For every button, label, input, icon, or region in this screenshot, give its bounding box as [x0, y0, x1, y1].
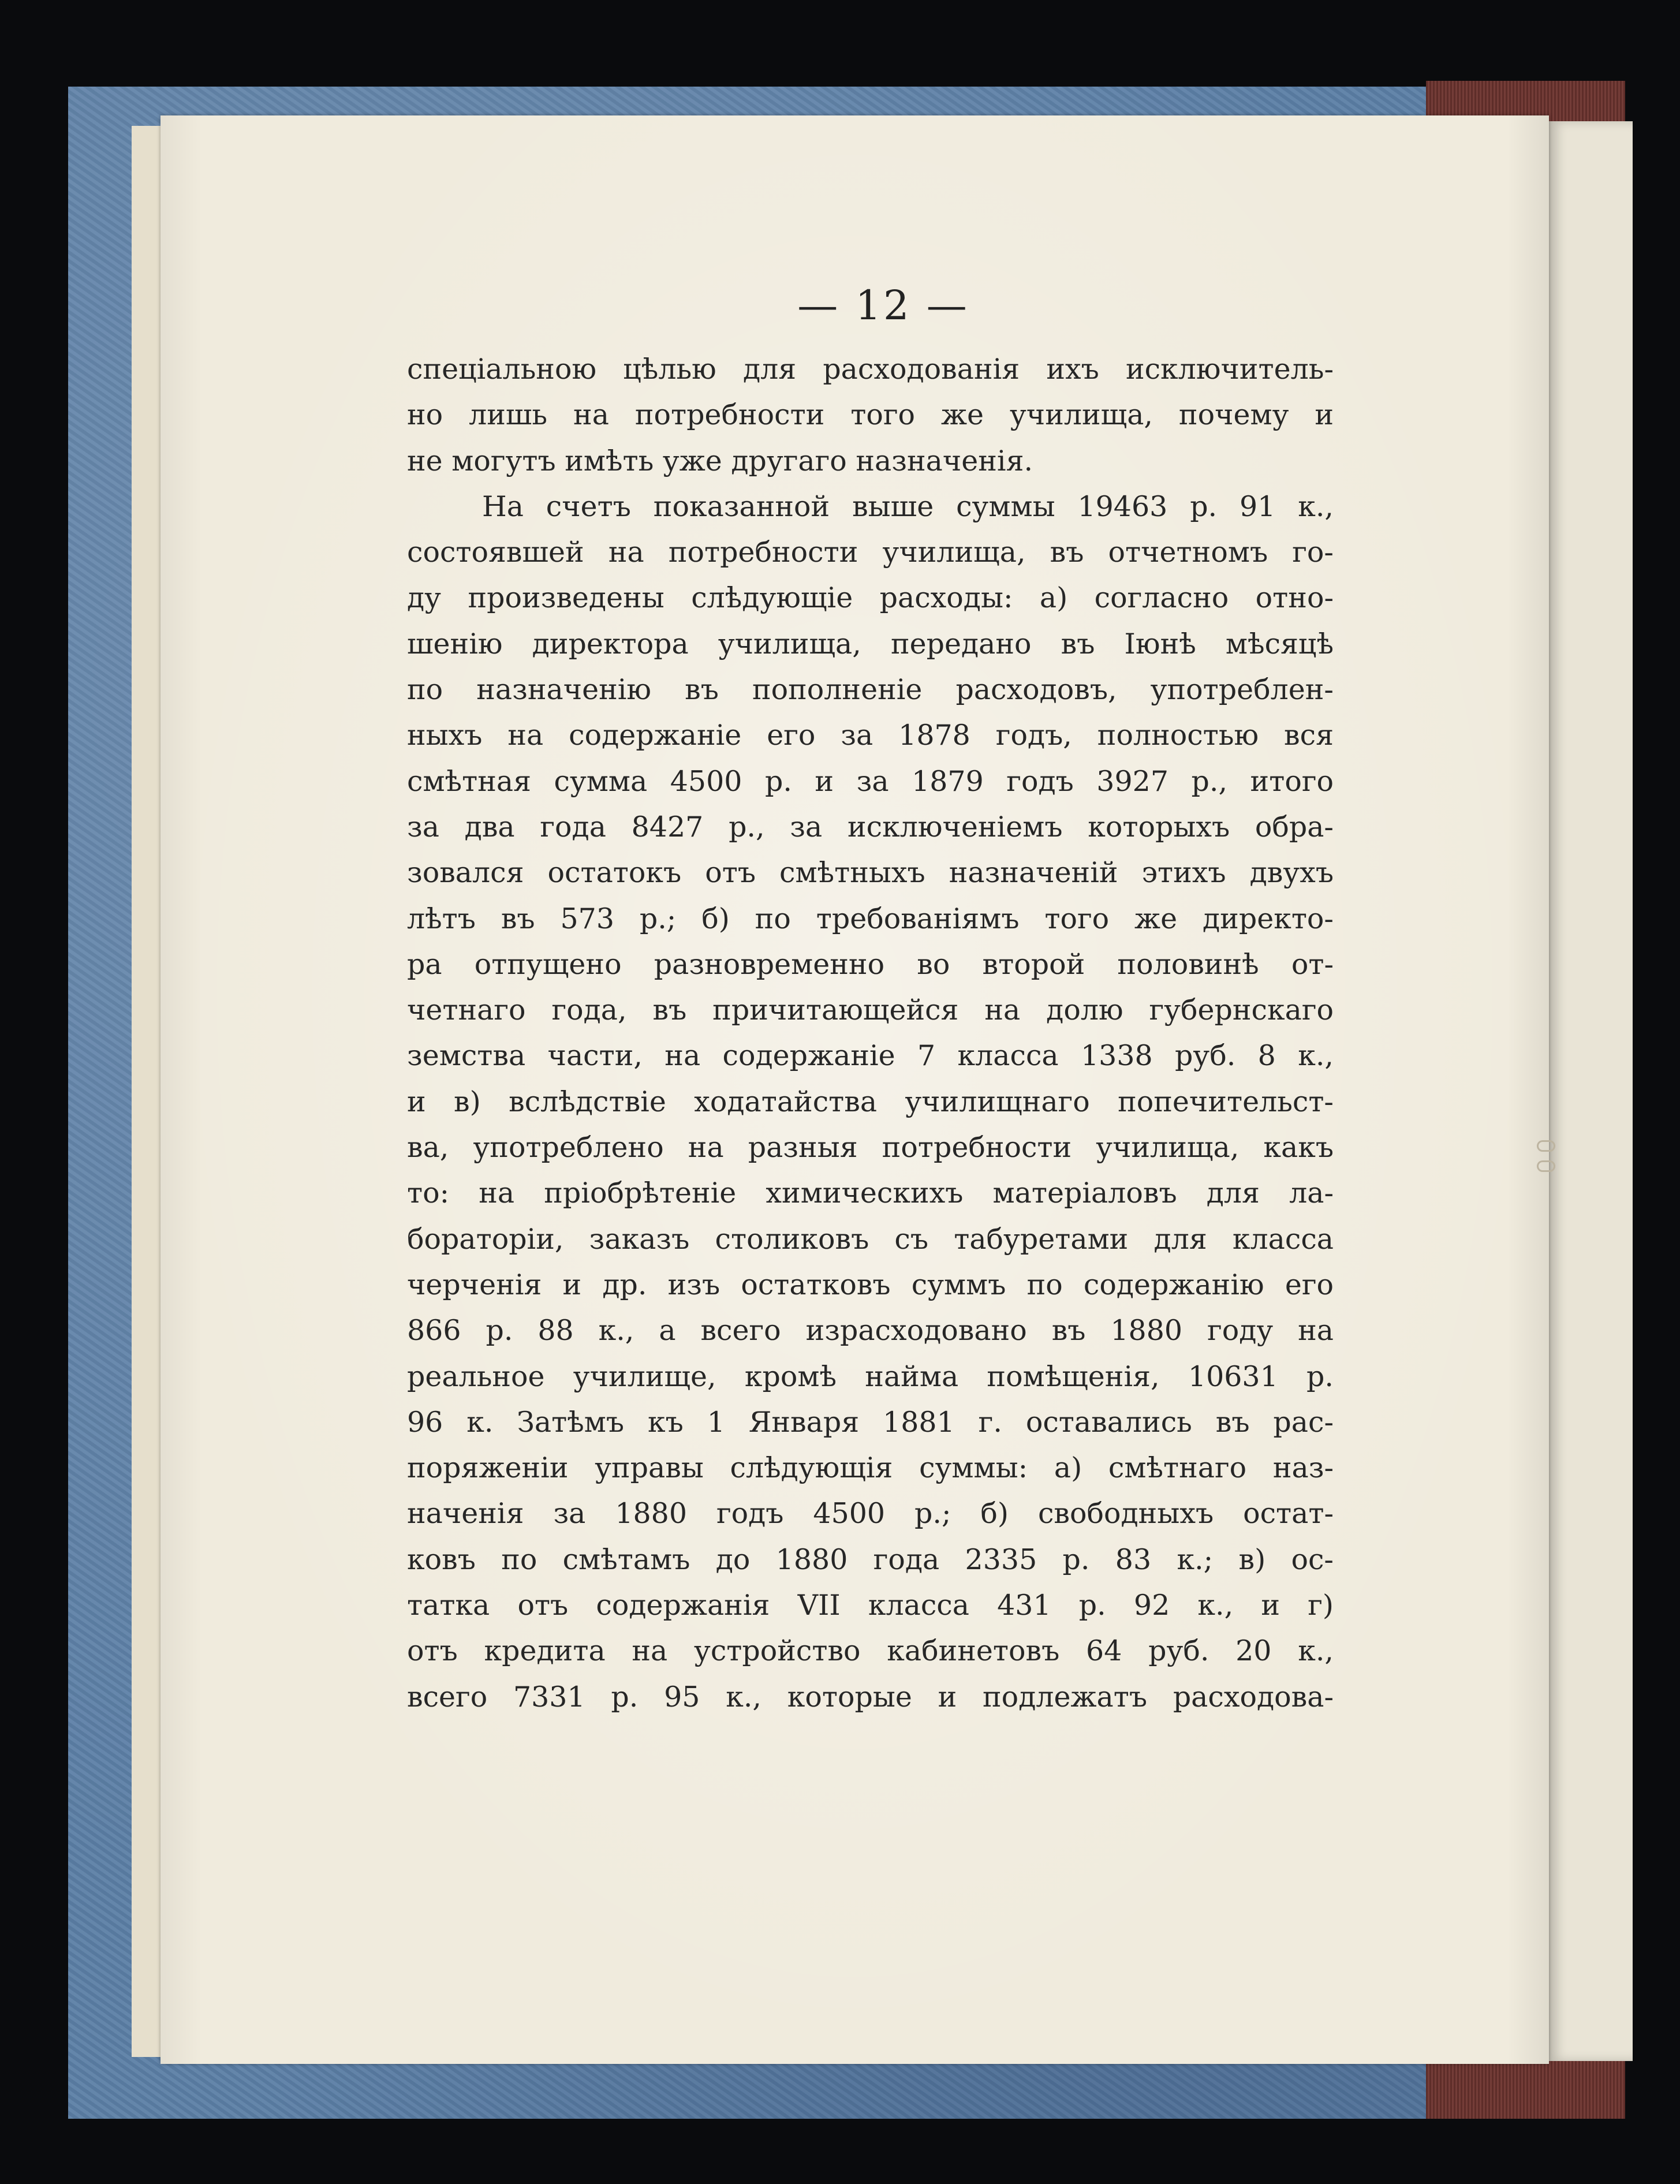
next-page-edge	[1549, 121, 1633, 2061]
text-line: шенію директора училища, передано въ Іюнѣ мѣсяцѣ	[407, 627, 1334, 660]
text-line: всего 7331 р. 95 к., которые и подлежатъ расходова-	[407, 1680, 1334, 1713]
text-line: реальное училище, кромѣ найма помѣщенія, 10631 р.	[407, 1360, 1334, 1393]
text-line: не могутъ имѣть уже другаго назначенія.	[407, 444, 1033, 477]
text-line: ковъ по смѣтамъ до 1880 года 2335 р. 83 к.; в) ос-	[407, 1543, 1334, 1576]
text-line: бораторіи, заказъ столиковъ съ табуретами для класса	[407, 1222, 1334, 1256]
text-line: наченія за 1880 годъ 4500 р.; б) свободныхъ остат-	[407, 1497, 1334, 1530]
text-line: поряженіи управы слѣдующія суммы: а) смѣтнаго наз-	[407, 1451, 1334, 1485]
page-body-text	[407, 346, 1334, 1720]
text-line: земства части, на содержаніе 7 класса 1338 руб. 8 к.,	[407, 1039, 1334, 1073]
text-line: ду произведены слѣдующіе расходы: а) согласно отно-	[407, 581, 1334, 615]
text-line: ныхъ на содержаніе его за 1878 годъ, полностью вся	[407, 719, 1334, 752]
text-line: татка отъ содержанія VII класса 431 р. 92 к., и г)	[407, 1589, 1334, 1622]
text-line: На счетъ показанной выше суммы 19463 р. 91 к.,	[482, 490, 1334, 523]
text-line: лѣтъ въ 573 р.; б) по требованіямъ того же директо-	[407, 902, 1334, 935]
text-line: спеціальною цѣлью для расходованія ихъ исключитель-	[407, 353, 1334, 386]
page-number: — 12 —	[797, 282, 969, 329]
text-line: смѣтная сумма 4500 р. и за 1879 годъ 3927 р., итого	[407, 764, 1334, 798]
text-line: состоявшей на потребности училища, въ отчетномъ го-	[407, 536, 1334, 569]
text-line: черченія и др. изъ остатковъ суммъ по содержанію его	[407, 1268, 1334, 1301]
text-line: четнаго года, въ причитающейся на долю губернскаго	[407, 994, 1334, 1027]
text-line: ва, употреблено на разныя потребности училища, какъ	[407, 1131, 1334, 1164]
text-line: 96 к. Затѣмъ къ 1 Января 1881 г. оставались въ рас-	[407, 1405, 1334, 1439]
binding-thread-mark	[1537, 1140, 1555, 1152]
text-line: за два года 8427 р., за исключеніемъ которыхъ обра-	[407, 810, 1334, 843]
binding-thread-mark	[1537, 1160, 1555, 1172]
text-line: 866 р. 88 к., а всего израсходовано въ 1880 году на	[407, 1314, 1334, 1347]
text-line: ра отпущено разновременно во второй половинѣ от-	[407, 947, 1334, 981]
text-line: и в) вслѣдствіе ходатайства училищнаго попечительст-	[407, 1085, 1334, 1118]
text-line: отъ кредита на устройство кабинетовъ 64 руб. 20 к.,	[407, 1634, 1334, 1668]
text-line: по назначенію въ пополненіе расходовъ, употреблен-	[407, 673, 1334, 707]
text-line: то: на пріобрѣтеніе химическихъ матеріаловъ для ла-	[407, 1177, 1334, 1210]
text-line: зовался остатокъ отъ смѣтныхъ назначеній этихъ двухъ	[407, 856, 1334, 890]
text-line: но лишь на потребности того же училища, почему и	[407, 398, 1334, 432]
